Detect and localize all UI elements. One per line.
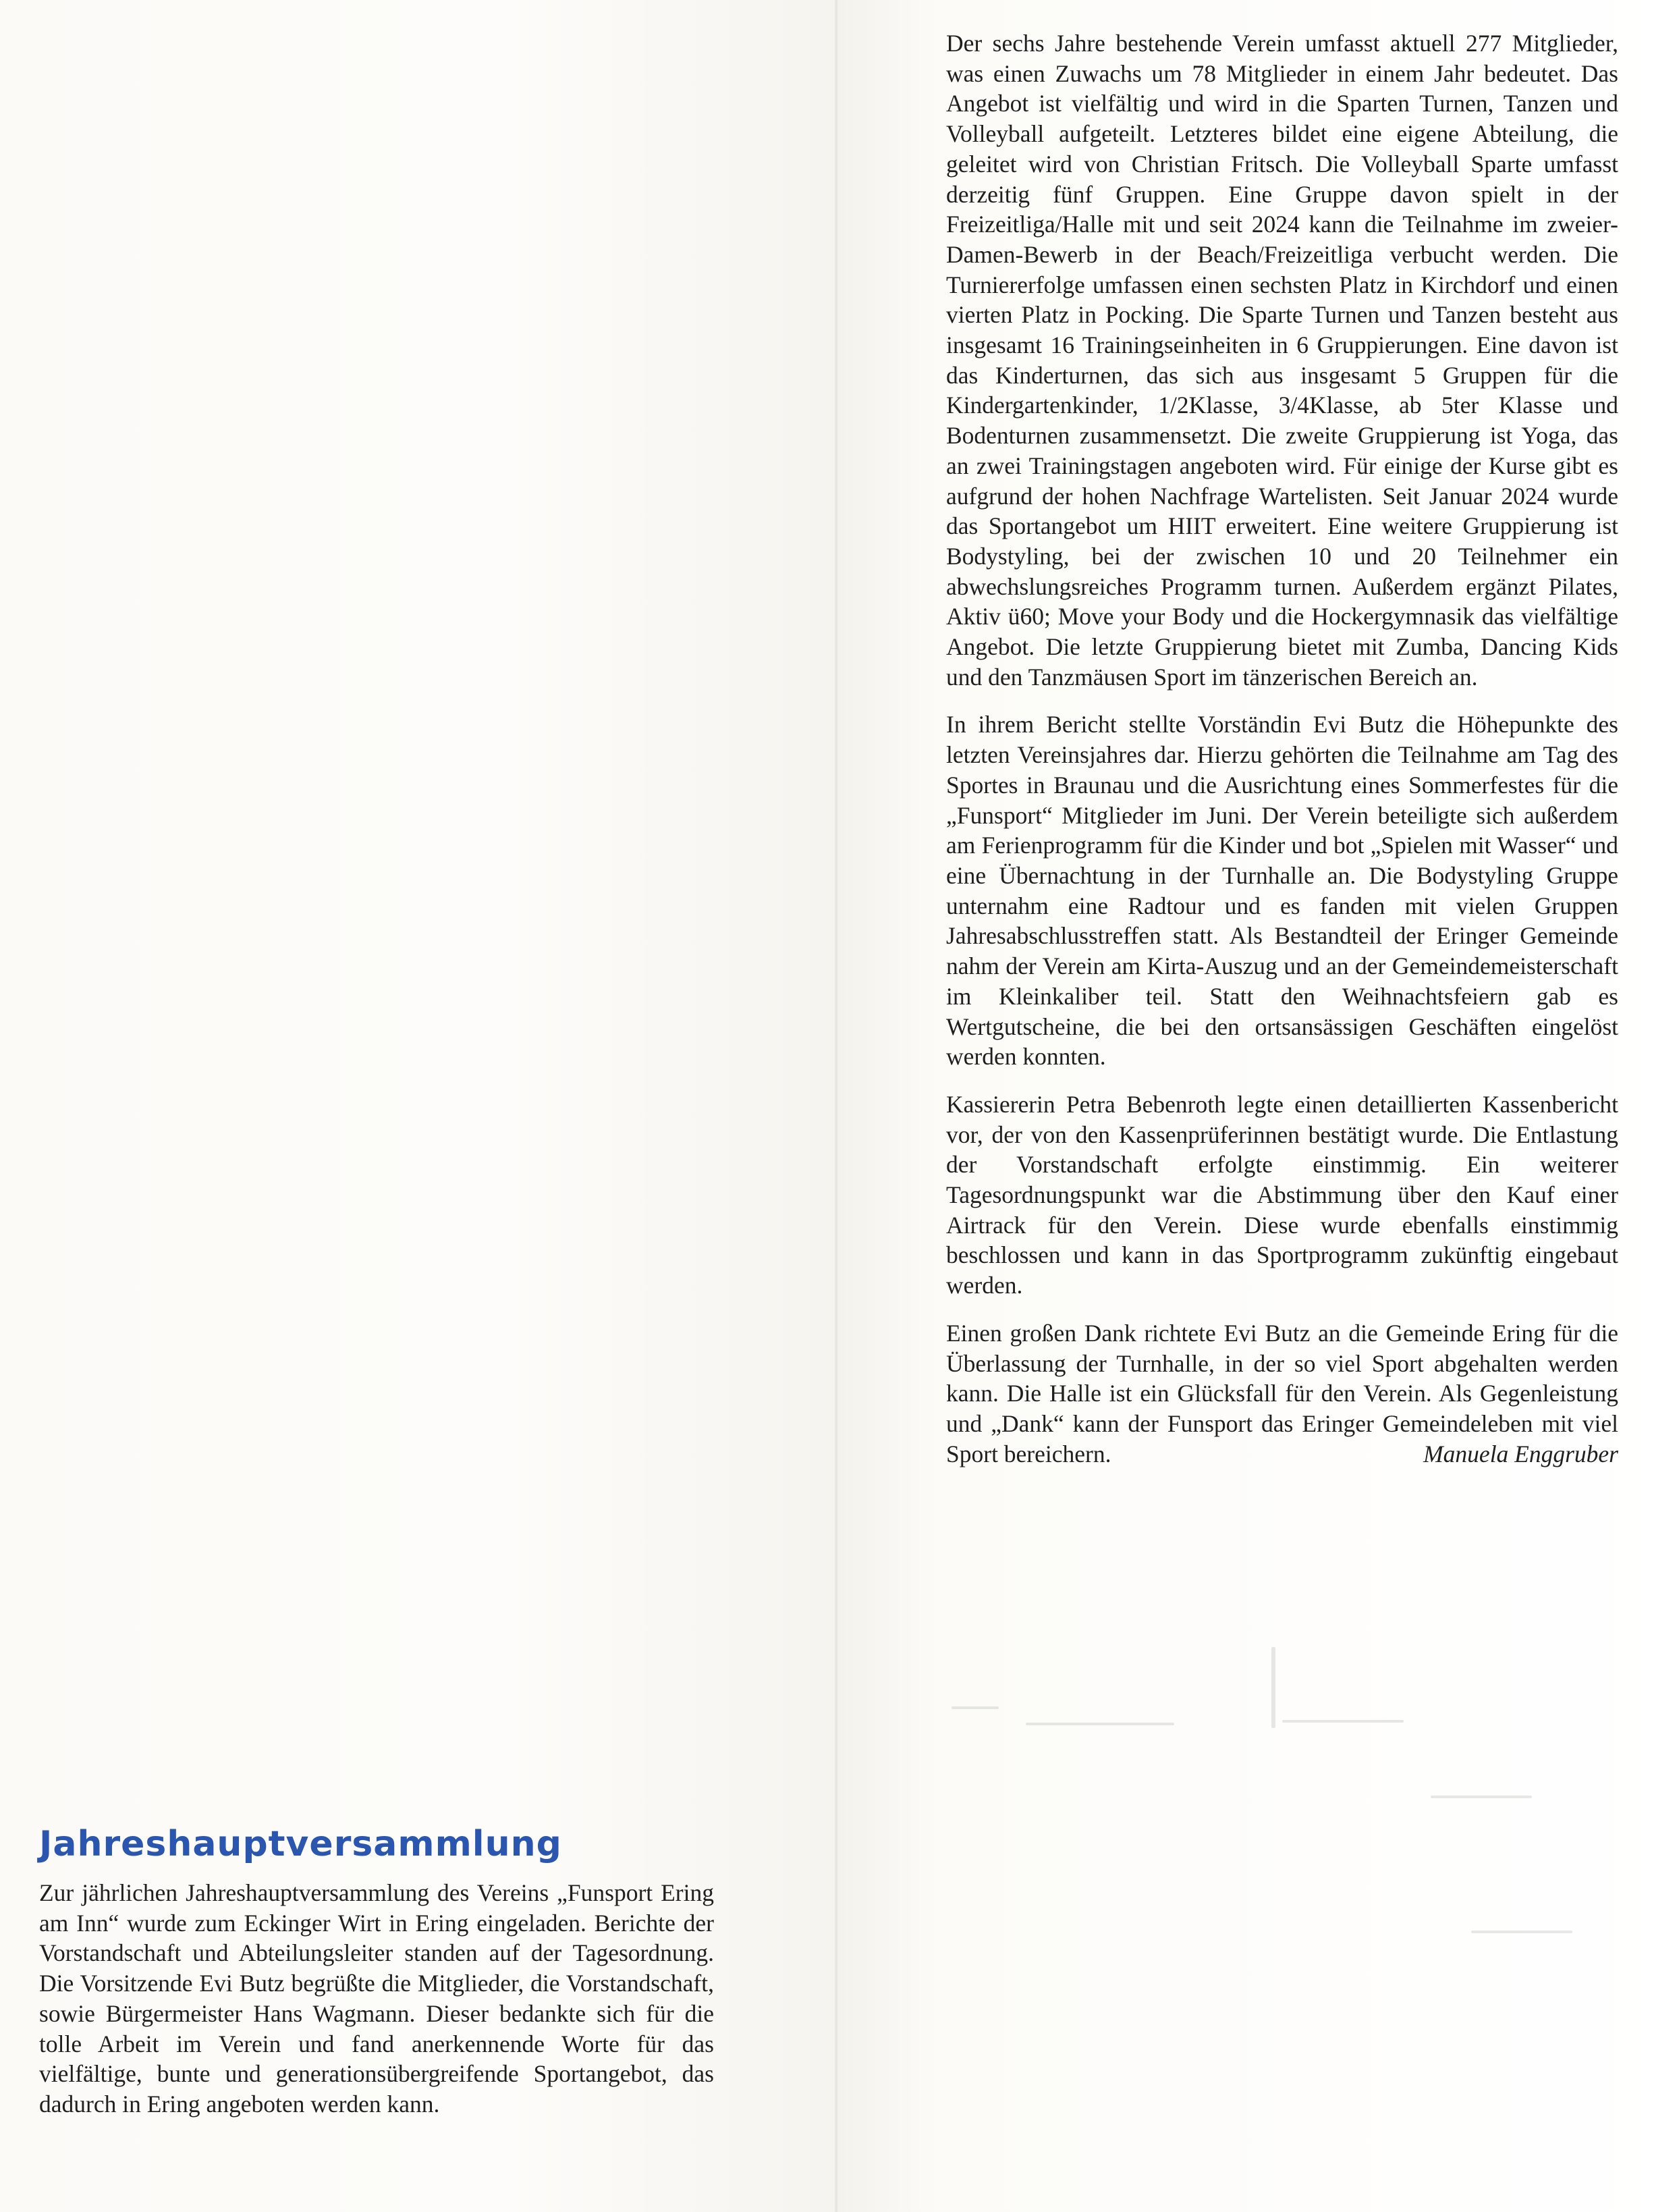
scan-artifact <box>1282 1720 1404 1723</box>
paragraph-members: Der sechs Jahre bestehende Verein umfasst aktuell 277 Mitglieder, was einen Zuwachs um 78 Mitglieder in einem Jahr bedeutet. Das Angebot ist vielfältig und wird in die Sparten Turnen, Tanzen und Volleyball aufgeteilt. Letzteres bildet eine eigene Abteilung, die geleitet wird von Christian Fritsch. Die Volleyball Sparte umfasst derzeitig fünf Gruppen. Eine Gruppe davon spielt in der Freizeitliga/Halle mit und seit 2024 kann die Teilnahme im zweier-Damen-Bewerb in der Beach/Freizeitliga verbucht werden. Die Turniererfolge umfassen einen sechsten Platz in Kirchdorf und einen vierten Platz in Pocking. Die Sparte Turnen und Tanzen besteht aus insgesamt 16 Trainingseinheiten in 6 Gruppierungen. Eine davon ist das Kinderturnen, das sich aus insgesamt 5 Gruppen für die Kindergartenkinder, 1/2Klasse, 3/4Klasse, ab 5ter Klasse und Bodenturnen zusammensetzt. Die zweite Gruppierung ist Yoga, das an zwei Trainingstagen angeboten wird. Für einige der Kurse gibt es aufgrund der hohen Nachfrage Wartelisten. Seit Januar 2024 wurde das Sportangebot um HIIT erweitert. Eine weitere Gruppierung ist Bodystyling, bei der zwischen 10 und 20 Teilnehmer ein abwechslungsreiches Programm turnen. Außerdem ergänzt Pilates, Aktiv ü60; Move your Body und die Hockergymnasik das vielfältige Angebot. Die letzte Gruppierung bietet mit Zumba, Dancing Kids und den Tanzmäusen Sport im tänzerischen Bereich an. <box>946 30 1618 691</box>
paragraph-treasury: Kassiererin Petra Bebenroth legte einen detaillierten Kassenbericht vor, der von den Kassenprüferinnen bestätigt wurde. Die Entlastung der Vorstandschaft erfolgte einstimmig. Ein weiterer Tagesordnungspunkt war die Abstimmung über den Kauf einer Airtrack für den Verein. Diese wurde ebenfalls einstimmig beschlossen und kann in das Sportprogramm zukünftig eingebaut werden. <box>946 1090 1618 1299</box>
article-body <box>946 28 1618 1486</box>
article-start <box>39 1823 714 2120</box>
paragraph-thanks <box>946 1318 1618 1469</box>
scan-artifact <box>1431 1796 1532 1798</box>
scan-artifact <box>952 1706 999 1709</box>
author-signature: Manuela Enggruber <box>1423 1440 1618 1467</box>
thanks-text: Einen großen Dank richtete Evi Butz an die Gemeinde Ering für die Überlassung der Turnhalle, in der so viel Sport abgehalten werden kann. Die Halle ist ein Glücksfall für den Verein. Als Gegenleistung und „Dank“ kann der Funsport das Eringer Gemeindeleben mit viel Sport bereichern. <box>946 1319 1618 1467</box>
scan-artifact <box>1471 1931 1572 1933</box>
article-title: Jahreshauptversammlung <box>39 1824 562 1864</box>
scan-artifact <box>1026 1723 1174 1725</box>
paragraph-report: In ihrem Bericht stellte Vorständin Evi Butz die Höhepunkte des letzten Vereinsjahres dar. Hierzu gehörten die Teilnahme am Tag des Sportes in Braunau und die Ausrichtung eines Sommerfestes für die „Funsport“ Mitglieder im Juni. Der Verein beteiligte sich außerdem am Ferienprogramm für die Kinder und bot „Spielen mit Wasser“ und eine Übernachtung in der Turnhalle an. Die Bodystyling Gruppe unternahm eine Radtour und es fanden mit vielen Gruppen Jahresabschlusstreffen statt. Als Bestandteil der Eringer Gemeinde nahm der Verein am Kirta-Auszug und an der Gemeindemeisterschaft im Kleinkaliber teil. Statt den Weihnachtsfeiern gab es Wertgutscheine, die bei den ortsansässigen Geschäften eingelöst werden konnten. <box>946 711 1618 1071</box>
scan-artifact <box>1271 1647 1275 1728</box>
article-intro: Zur jährlichen Jahreshauptversammlung des Vereins „Funsport Ering am Inn“ wurde zum Eckinger Wirt in Ering eingeladen. Berichte der Vorstandschaft und Abteilungsleiter standen auf der Tagesordnung. Die Vorsitzende Evi Butz begrüßte die Mitglieder, die Vorstandschaft, sowie Bürgermeister Hans Wagmann. Dieser bedankte sich für die tolle Arbeit im Verein und fand anerkennende Worte für das vielfältige, bunte und generationsübergreifende Sportangebot, das dadurch in Ering angeboten werden kann. <box>39 1879 714 2117</box>
page-fold <box>834 0 838 2212</box>
